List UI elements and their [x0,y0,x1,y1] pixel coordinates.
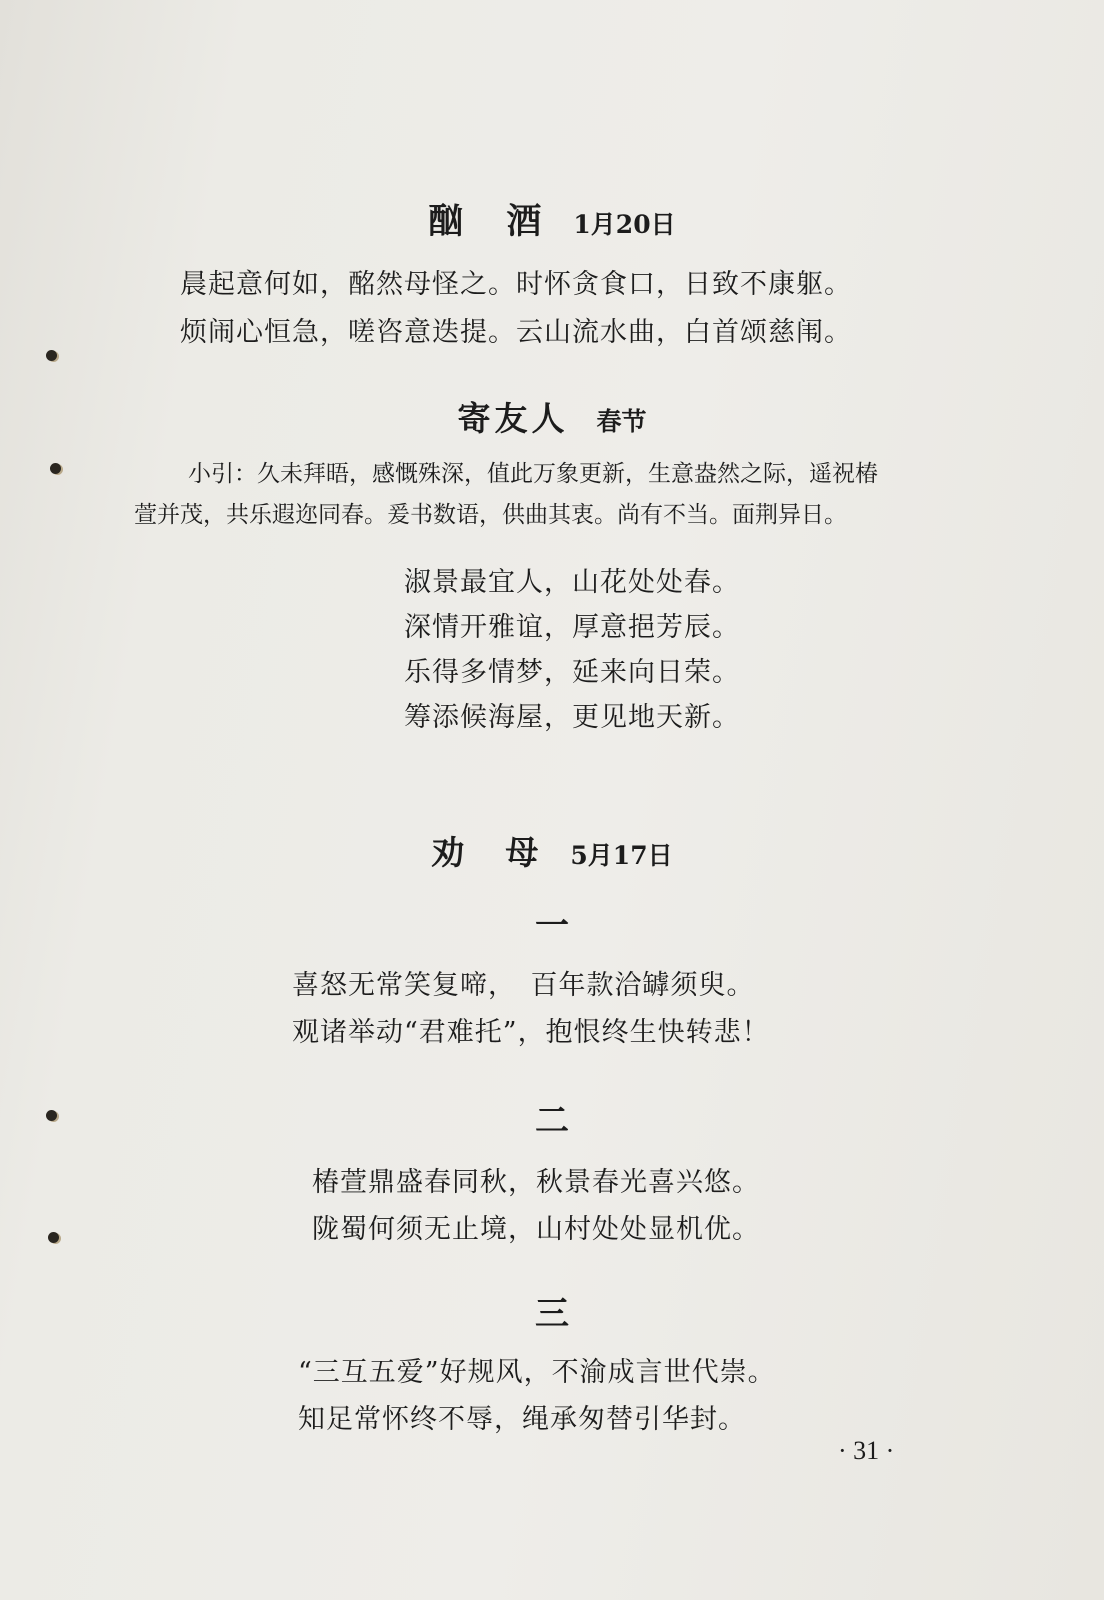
poem-title: 劝 母 [431,833,543,872]
poem-line: 喜怒无常笑复啼， 百年款洽罅须臾。 [292,970,755,1001]
section-number: 一 [535,906,569,946]
poem-title: 寄友人 [457,399,569,438]
poem-line: 深情开雅谊，厚意挹芳辰。 [404,612,740,643]
poem-line: 烦闹心恒急，嗟咨意迭提。云山流水曲，白首颂慈闱。 [180,317,852,348]
poem-line: 淑景最宜人，山花处处春。 [404,567,740,598]
poem-date: 5月17日 [570,841,673,870]
poem-line: 陇蜀何须无止境，山村处处显机优。 [312,1214,760,1245]
binding-hole [50,463,61,474]
poem-heading [0,393,1104,440]
poem-line: “三互五爱”好规风，不渝成言世代崇。 [298,1357,776,1388]
section-number: 二 [535,1101,569,1141]
poem-date: 1月20日 [573,210,676,239]
poem-line: 晨起意何如，酩然母怪之。时怀贪食口，日致不康躯。 [180,269,852,300]
poem-heading [0,194,1104,244]
poem-line: 观诸举动“君难托”，抱恨终生快转悲！ [292,1017,770,1048]
page-number: · 31 · [838,1436,895,1465]
preface-line: 小引：久未拜晤，感慨殊深，值此万象更新，生意盎然之际，遥祝椿 [188,461,878,487]
poem-line: 乐得多情梦，延来向日荣。 [404,657,740,688]
poem-line: 知足常怀终不辱，绳承匆替引华封。 [298,1404,746,1435]
poem-date: 春节 [596,407,647,436]
poem-title: 酗 酒 [428,201,546,242]
preface-line: 萱并茂，共乐遐迩同春。爰书数语，供曲其衷。尚有不当。面荆异日。 [134,502,847,528]
poem-line: 筹添候海屋，更见地天新。 [404,702,740,733]
poem-heading [0,827,1104,874]
poem-line: 椿萱鼎盛春同秋，秋景春光喜兴悠。 [312,1167,760,1198]
binding-hole [48,1232,59,1243]
binding-hole [46,350,57,361]
section-number: 三 [535,1294,569,1334]
